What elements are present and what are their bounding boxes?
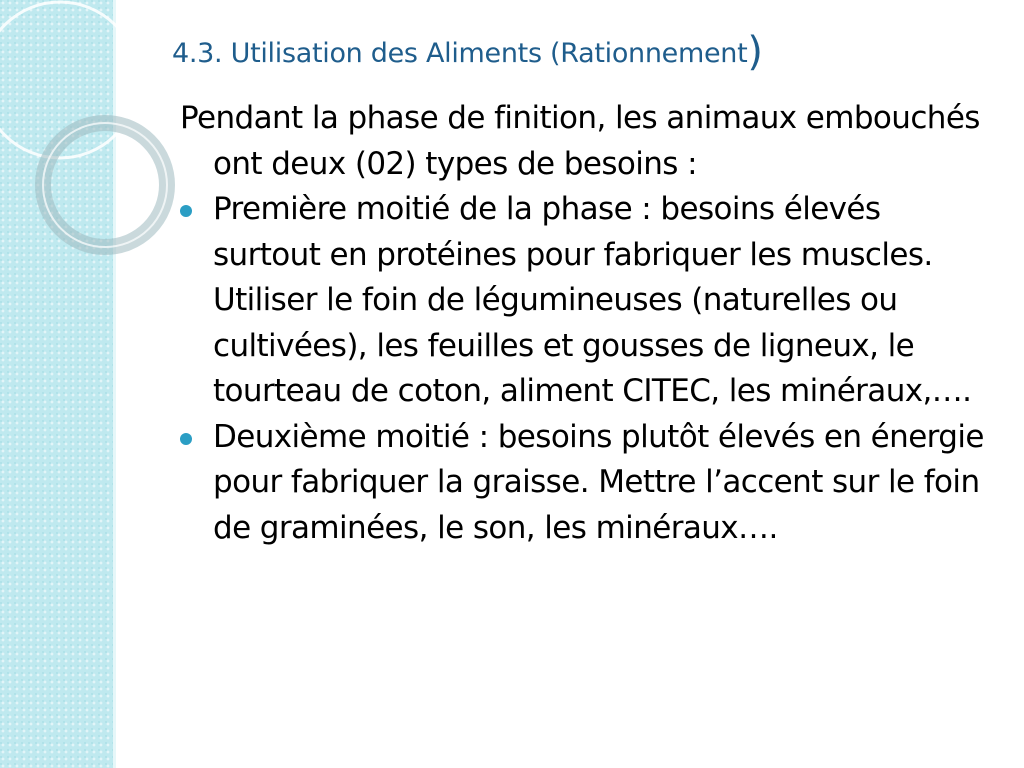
bullet-icon [180,205,192,217]
bullet-item-second-half [180,415,990,552]
intro-paragraph: Pendant la phase de finition, les animaux embouchés ont deux (02) types de besoins : [180,100,980,182]
slide-title-text: 4.3. Utilisation des Aliments (Rationnement [172,38,748,69]
ring-decoration-icon [0,0,200,300]
slide-title-close-paren: ) [747,29,763,75]
slide-body [180,96,990,551]
bullet-text: Deuxième moitié : besoins plutôt élevés en énergie pour fabriquer la graisse. Mettre l’accent sur le foin de graminées, le son, les minéraux…. [213,418,984,546]
bullet-icon [180,433,192,445]
bullet-item-first-half [180,187,990,415]
slide-title [172,29,932,75]
bullet-list [180,187,990,551]
bullet-text: Première moitié de la phase : besoins élevés surtout en protéines pour fabriquer les muscles. Utiliser le foin de légumineuses (naturelles ou cultivées), les feuilles et gousses de ligneux, le tourteau de coton, aliment CITEC, les minéraux,…. [213,191,972,409]
